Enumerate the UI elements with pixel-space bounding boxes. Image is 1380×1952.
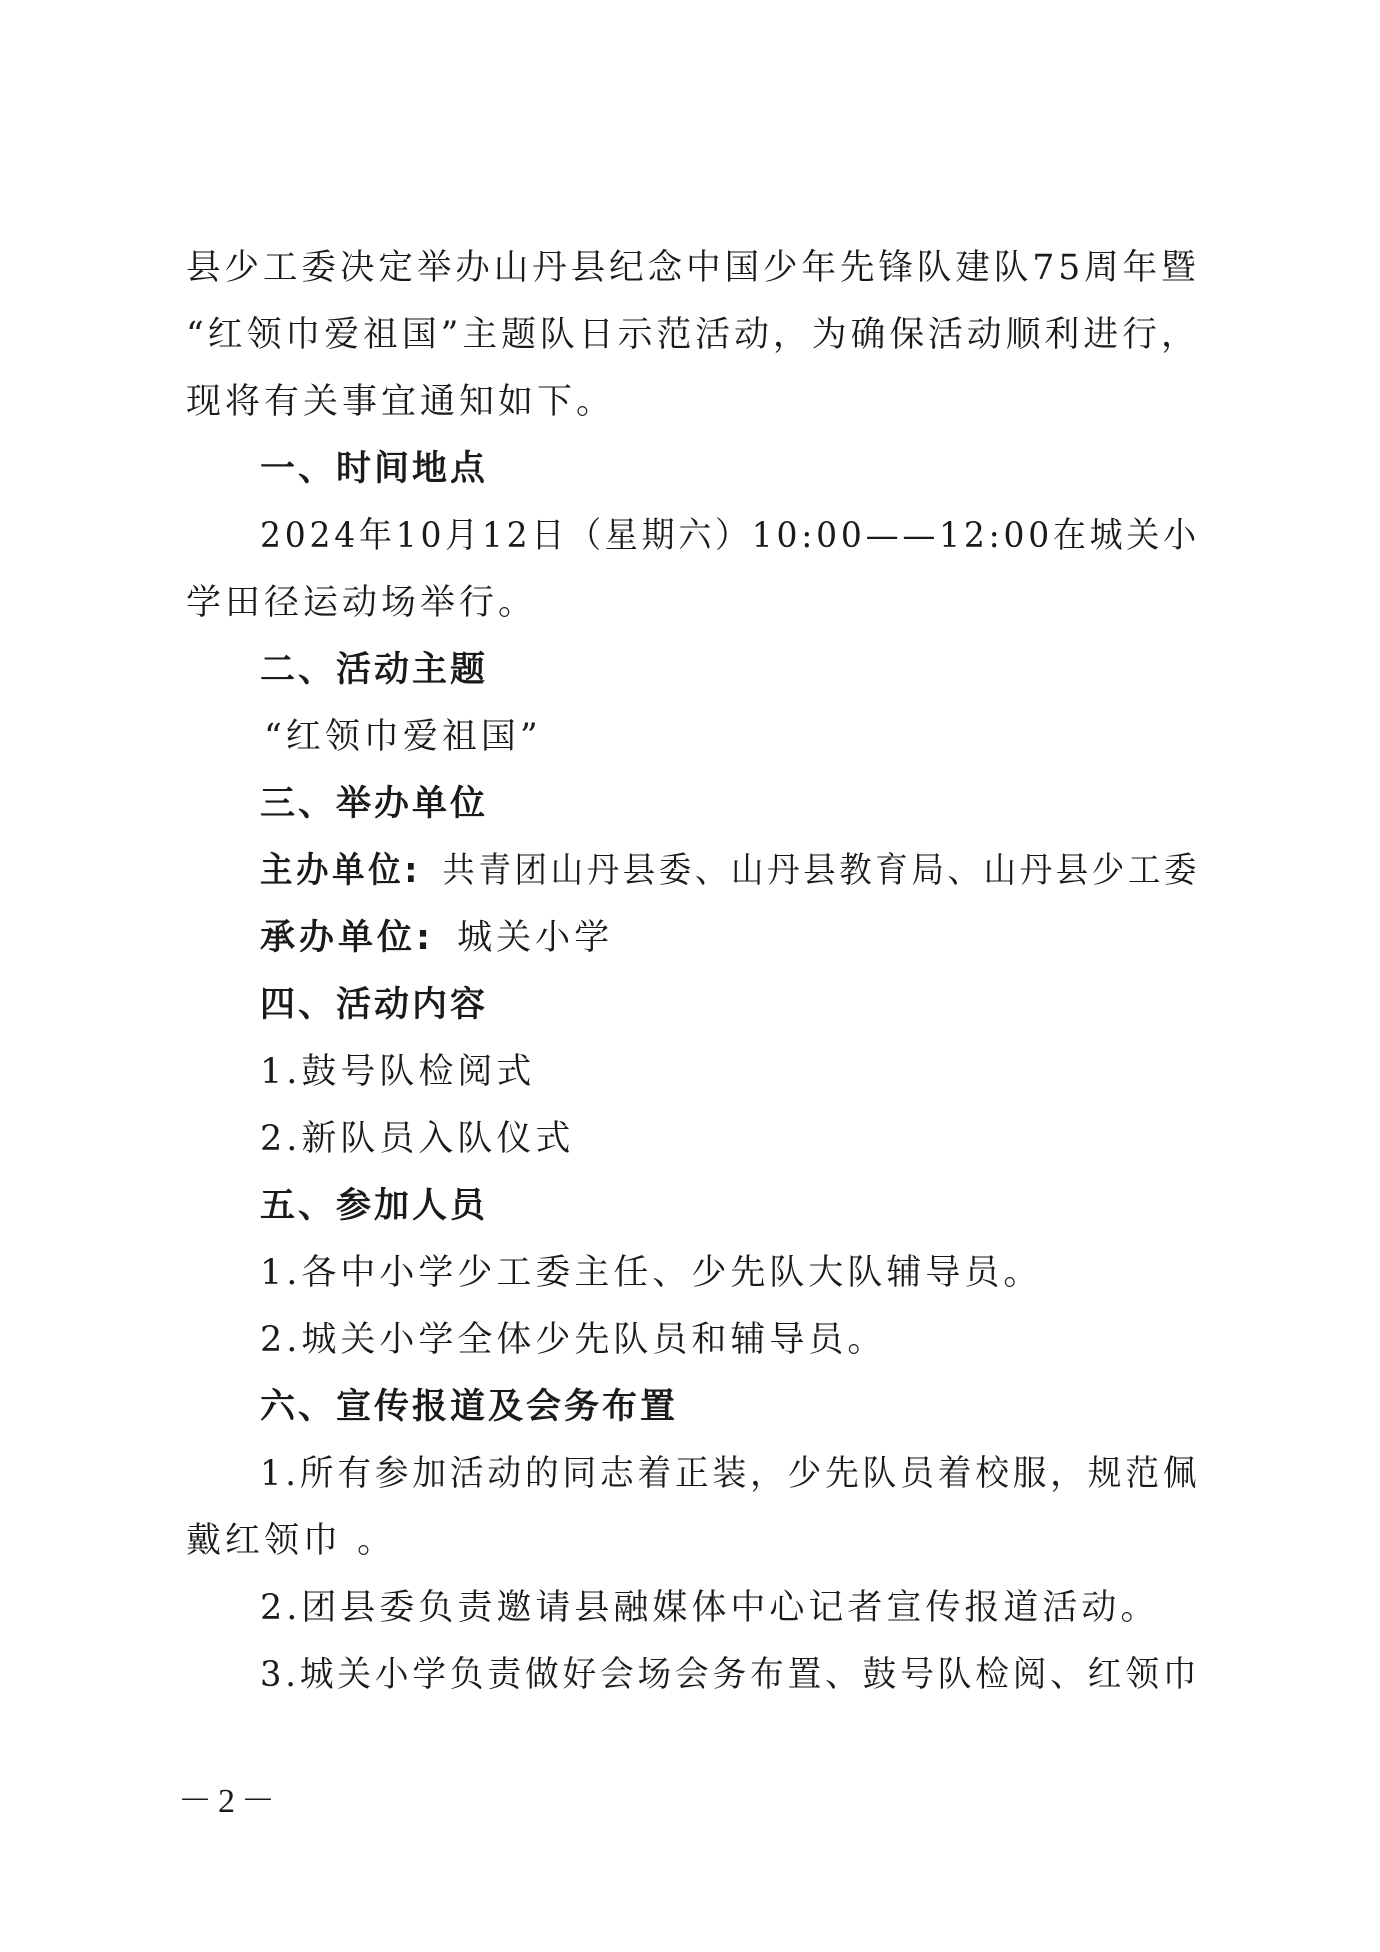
paragraph-line: 县少工委决定举办山丹县纪念中国少年先锋队建队75周年暨 [186, 248, 1200, 288]
paragraph-line: 2024年10月12日（星期六）10:00——12:00在城关小 [260, 516, 1200, 556]
page-number: －2－ [178, 1783, 281, 1820]
paragraph-line: “红领巾爱祖国”主题队日示范活动，为确保活动顺利进行， [186, 315, 1200, 355]
undertaker-value: 城关小学 [457, 918, 614, 958]
paragraph-line: 学田径运动场举行。 [186, 583, 538, 623]
list-item: 3.城关小学负责做好会场会务布置、鼓号队检阅、红领巾 [260, 1655, 1201, 1695]
list-item: 1.所有参加活动的同志着正装，少先队员着校服，规范佩 [260, 1454, 1201, 1494]
section-heading-content: 四、活动内容 [260, 985, 489, 1025]
list-item: 1.鼓号队检阅式 [260, 1052, 536, 1092]
host-organizer-label: 主办单位: [260, 851, 421, 891]
section-heading-publicity: 六、宣传报道及会务布置 [260, 1387, 679, 1427]
host-organizer-value: 共青团山丹县委、山丹县教育局、山丹县少工委 [442, 851, 1201, 891]
list-item: 2.新队员入队仪式 [260, 1119, 575, 1159]
list-item: 1.各中小学少工委主任、少先队大队辅导员。 [260, 1253, 1043, 1293]
section-heading-participants: 五、参加人员 [260, 1186, 489, 1226]
list-item: 2.团县委负责邀请县融媒体中心记者宣传报道活动。 [260, 1588, 1160, 1628]
theme-text: “红领巾爱祖国” [264, 717, 542, 757]
paragraph-line: 现将有关事宜通知如下。 [186, 382, 616, 422]
undertaker-label: 承办单位: [260, 918, 434, 958]
list-item: 2.城关小学全体少先队员和辅导员。 [260, 1320, 887, 1360]
host-organizer-line [260, 849, 1200, 893]
undertaker-line [260, 916, 613, 960]
section-heading-organizers: 三、举办单位 [260, 784, 489, 824]
section-heading-theme: 二、活动主题 [260, 650, 489, 690]
paragraph-line: 戴红领巾 。 [186, 1521, 397, 1561]
section-heading-time-place: 一、时间地点 [260, 449, 489, 489]
